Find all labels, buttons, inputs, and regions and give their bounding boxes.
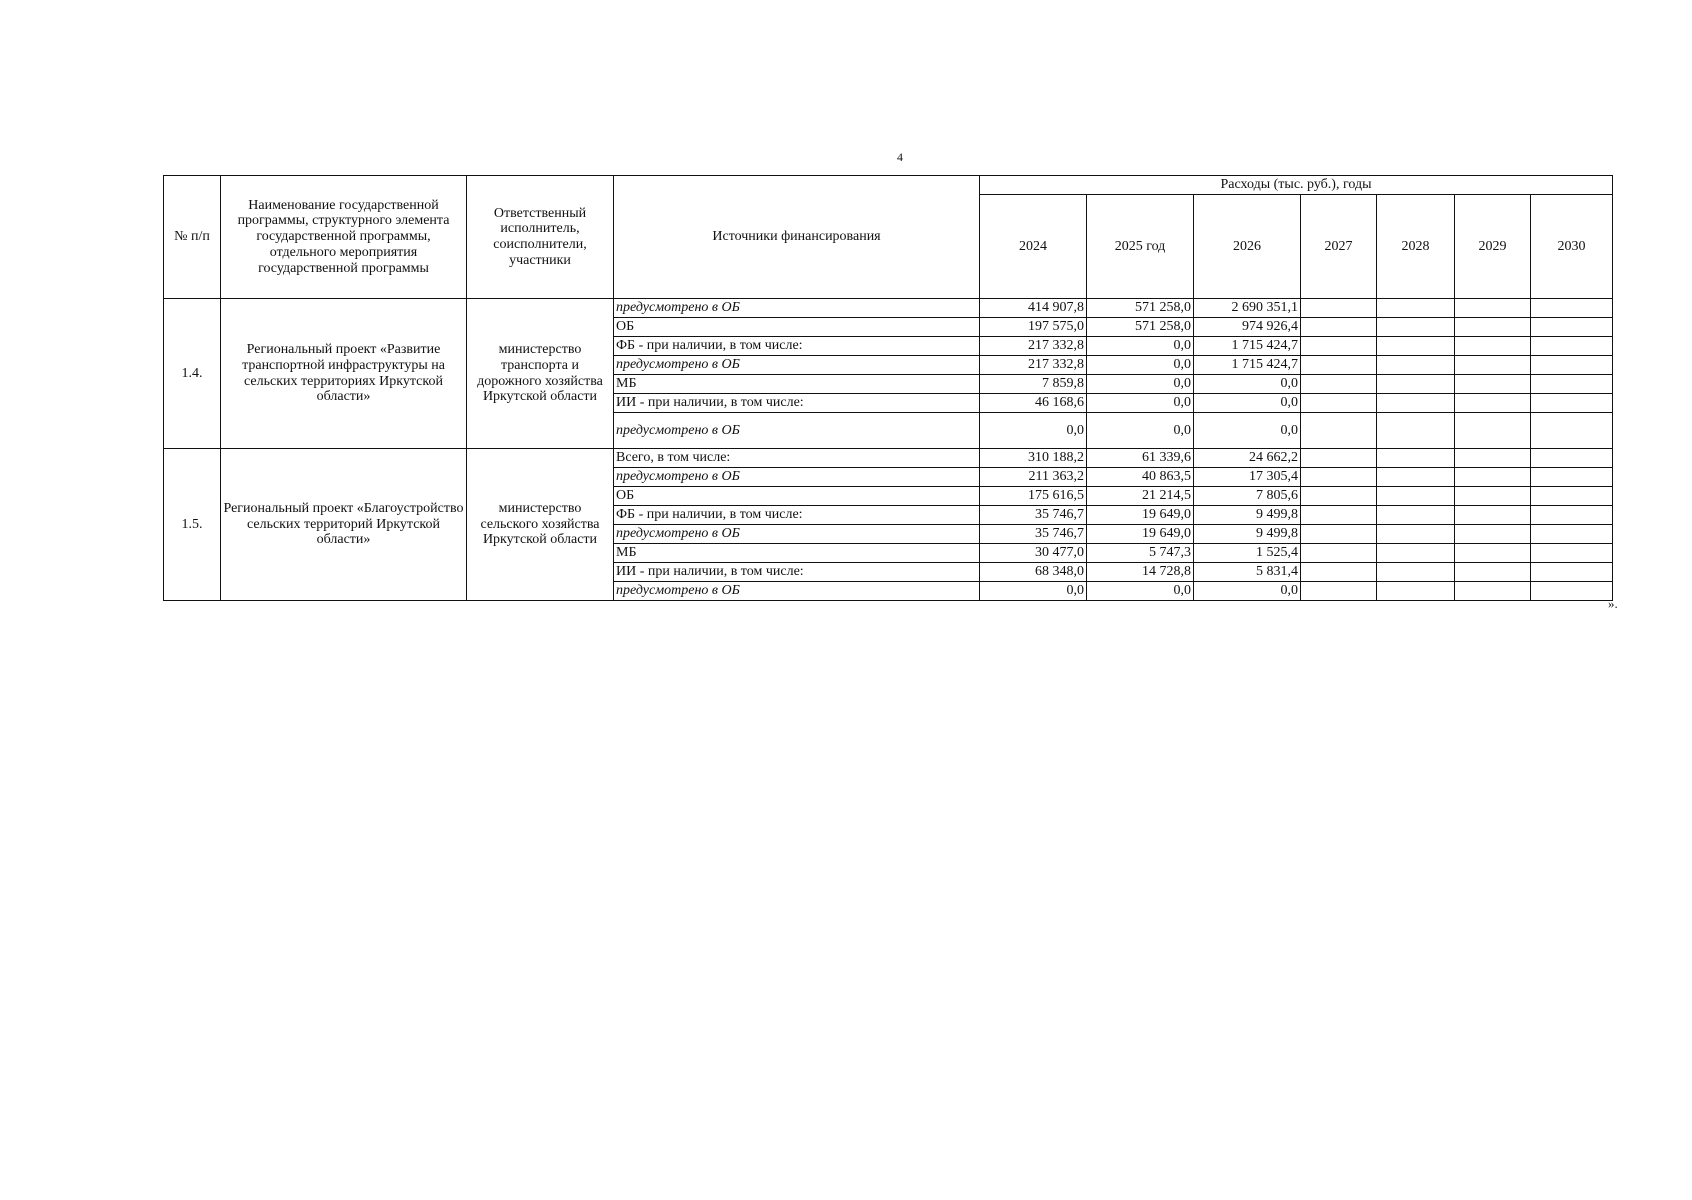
- value-2025: 40 863,5: [1087, 468, 1194, 487]
- funding-source: предусмотрено в ОБ: [614, 299, 980, 318]
- value-2028-empty: [1377, 468, 1455, 487]
- value-2028-empty: [1377, 299, 1455, 318]
- funding-source: ФБ - при наличии, в том числе:: [614, 337, 980, 356]
- value-2026: 1 715 424,7: [1194, 356, 1301, 375]
- section-responsible: министерство сельского хозяйства Иркутской области: [467, 449, 614, 601]
- section-responsible: министерство транспорта и дорожного хозяйства Иркутской области: [467, 299, 614, 449]
- budget-table: [163, 175, 1613, 601]
- value-2025: 0,0: [1087, 356, 1194, 375]
- value-2030-empty: [1531, 449, 1613, 468]
- funding-source: предусмотрено в ОБ: [614, 413, 980, 449]
- value-2029-empty: [1455, 506, 1531, 525]
- value-2025: 571 258,0: [1087, 318, 1194, 337]
- value-2029-empty: [1455, 394, 1531, 413]
- section-name: Региональный проект «Развитие транспортной инфраструктуры на сельских территориях Иркутской области»: [221, 299, 467, 449]
- value-2029-empty: [1455, 582, 1531, 601]
- value-2030-empty: [1531, 582, 1613, 601]
- funding-source: ОБ: [614, 487, 980, 506]
- value-2025: 0,0: [1087, 375, 1194, 394]
- value-2030-empty: [1531, 299, 1613, 318]
- value-2024: 414 907,8: [980, 299, 1087, 318]
- value-2027-empty: [1301, 468, 1377, 487]
- value-2030-empty: [1531, 337, 1613, 356]
- table-row: [164, 449, 1613, 468]
- value-2028-empty: [1377, 318, 1455, 337]
- value-2027-empty: [1301, 563, 1377, 582]
- value-2024: 0,0: [980, 582, 1087, 601]
- value-2025: 571 258,0: [1087, 299, 1194, 318]
- value-2029-empty: [1455, 318, 1531, 337]
- value-2028-empty: [1377, 487, 1455, 506]
- value-2026: 1 715 424,7: [1194, 337, 1301, 356]
- table-header: [164, 176, 1613, 299]
- header-expenses: Расходы (тыс. руб.), годы: [980, 176, 1613, 195]
- table-body: [164, 299, 1613, 601]
- value-2030-empty: [1531, 468, 1613, 487]
- funding-source: предусмотрено в ОБ: [614, 468, 980, 487]
- header-name: Наименование государственной программы, структурного элемента государственной программы, отдельного мероприятия государственной программы: [221, 176, 467, 299]
- closing-quote-mark: ».: [1608, 596, 1618, 611]
- funding-source: МБ: [614, 544, 980, 563]
- value-2027-empty: [1301, 318, 1377, 337]
- value-2029-empty: [1455, 487, 1531, 506]
- value-2028-empty: [1377, 563, 1455, 582]
- value-2028-empty: [1377, 394, 1455, 413]
- value-2025: 0,0: [1087, 582, 1194, 601]
- value-2026: 974 926,4: [1194, 318, 1301, 337]
- value-2024: 217 332,8: [980, 337, 1087, 356]
- value-2030-empty: [1531, 413, 1613, 449]
- value-2027-empty: [1301, 356, 1377, 375]
- section-number: 1.4.: [164, 299, 221, 449]
- value-2024: 175 616,5: [980, 487, 1087, 506]
- value-2028-empty: [1377, 449, 1455, 468]
- value-2026: 0,0: [1194, 413, 1301, 449]
- funding-source: ИИ - при наличии, в том числе:: [614, 563, 980, 582]
- header-year: 2025 год: [1087, 195, 1194, 299]
- value-2030-empty: [1531, 375, 1613, 394]
- value-2027-empty: [1301, 375, 1377, 394]
- value-2024: 7 859,8: [980, 375, 1087, 394]
- value-2026: 9 499,8: [1194, 506, 1301, 525]
- value-2029-empty: [1455, 299, 1531, 318]
- value-2030-empty: [1531, 394, 1613, 413]
- value-2024: 46 168,6: [980, 394, 1087, 413]
- value-2029-empty: [1455, 337, 1531, 356]
- section-name: Региональный проект «Благоустройство сельских территорий Иркутской области»: [221, 449, 467, 601]
- value-2030-empty: [1531, 318, 1613, 337]
- header-year: 2029: [1455, 195, 1531, 299]
- value-2027-empty: [1301, 544, 1377, 563]
- value-2027-empty: [1301, 506, 1377, 525]
- value-2025: 19 649,0: [1087, 506, 1194, 525]
- value-2026: 24 662,2: [1194, 449, 1301, 468]
- value-2024: 197 575,0: [980, 318, 1087, 337]
- value-2026: 9 499,8: [1194, 525, 1301, 544]
- value-2027-empty: [1301, 487, 1377, 506]
- value-2030-empty: [1531, 544, 1613, 563]
- value-2025: 19 649,0: [1087, 525, 1194, 544]
- value-2025: 21 214,5: [1087, 487, 1194, 506]
- value-2024: 217 332,8: [980, 356, 1087, 375]
- value-2028-empty: [1377, 375, 1455, 394]
- value-2029-empty: [1455, 449, 1531, 468]
- funding-source: предусмотрено в ОБ: [614, 525, 980, 544]
- funding-source: ОБ: [614, 318, 980, 337]
- value-2025: 14 728,8: [1087, 563, 1194, 582]
- header-year: 2024: [980, 195, 1087, 299]
- value-2024: 30 477,0: [980, 544, 1087, 563]
- value-2028-empty: [1377, 413, 1455, 449]
- table-row: [164, 299, 1613, 318]
- value-2028-empty: [1377, 582, 1455, 601]
- value-2027-empty: [1301, 394, 1377, 413]
- value-2026: 5 831,4: [1194, 563, 1301, 582]
- value-2029-empty: [1455, 375, 1531, 394]
- section-number: 1.5.: [164, 449, 221, 601]
- value-2030-empty: [1531, 487, 1613, 506]
- value-2026: 2 690 351,1: [1194, 299, 1301, 318]
- value-2029-empty: [1455, 525, 1531, 544]
- value-2025: 61 339,6: [1087, 449, 1194, 468]
- value-2028-empty: [1377, 337, 1455, 356]
- value-2024: 310 188,2: [980, 449, 1087, 468]
- value-2028-empty: [1377, 525, 1455, 544]
- value-2026: 0,0: [1194, 394, 1301, 413]
- header-year: 2030: [1531, 195, 1613, 299]
- value-2025: 0,0: [1087, 394, 1194, 413]
- value-2029-empty: [1455, 563, 1531, 582]
- value-2027-empty: [1301, 337, 1377, 356]
- value-2026: 0,0: [1194, 375, 1301, 394]
- value-2025: 5 747,3: [1087, 544, 1194, 563]
- value-2026: 7 805,6: [1194, 487, 1301, 506]
- value-2028-empty: [1377, 506, 1455, 525]
- value-2024: 211 363,2: [980, 468, 1087, 487]
- value-2025: 0,0: [1087, 337, 1194, 356]
- value-2027-empty: [1301, 582, 1377, 601]
- funding-source: предусмотрено в ОБ: [614, 582, 980, 601]
- value-2027-empty: [1301, 413, 1377, 449]
- value-2030-empty: [1531, 506, 1613, 525]
- funding-source: ФБ - при наличии, в том числе:: [614, 506, 980, 525]
- value-2027-empty: [1301, 525, 1377, 544]
- header-year: 2028: [1377, 195, 1455, 299]
- header-year: 2027: [1301, 195, 1377, 299]
- value-2030-empty: [1531, 356, 1613, 375]
- value-2025: 0,0: [1087, 413, 1194, 449]
- value-2024: 0,0: [980, 413, 1087, 449]
- value-2029-empty: [1455, 413, 1531, 449]
- funding-source: предусмотрено в ОБ: [614, 356, 980, 375]
- value-2024: 35 746,7: [980, 506, 1087, 525]
- value-2028-empty: [1377, 544, 1455, 563]
- value-2026: 17 305,4: [1194, 468, 1301, 487]
- value-2030-empty: [1531, 525, 1613, 544]
- funding-source: Всего, в том числе:: [614, 449, 980, 468]
- value-2026: 1 525,4: [1194, 544, 1301, 563]
- header-year: 2026: [1194, 195, 1301, 299]
- header-num: № п/п: [164, 176, 221, 299]
- header-sources: Источники финансирования: [614, 176, 980, 299]
- page-number: 4: [897, 150, 903, 164]
- value-2024: 68 348,0: [980, 563, 1087, 582]
- value-2030-empty: [1531, 563, 1613, 582]
- value-2029-empty: [1455, 468, 1531, 487]
- value-2027-empty: [1301, 449, 1377, 468]
- funding-source: МБ: [614, 375, 980, 394]
- value-2024: 35 746,7: [980, 525, 1087, 544]
- value-2028-empty: [1377, 356, 1455, 375]
- value-2029-empty: [1455, 356, 1531, 375]
- funding-source: ИИ - при наличии, в том числе:: [614, 394, 980, 413]
- value-2029-empty: [1455, 544, 1531, 563]
- value-2026: 0,0: [1194, 582, 1301, 601]
- header-responsible: Ответственный исполнитель, соисполнители, участники: [467, 176, 614, 299]
- value-2027-empty: [1301, 299, 1377, 318]
